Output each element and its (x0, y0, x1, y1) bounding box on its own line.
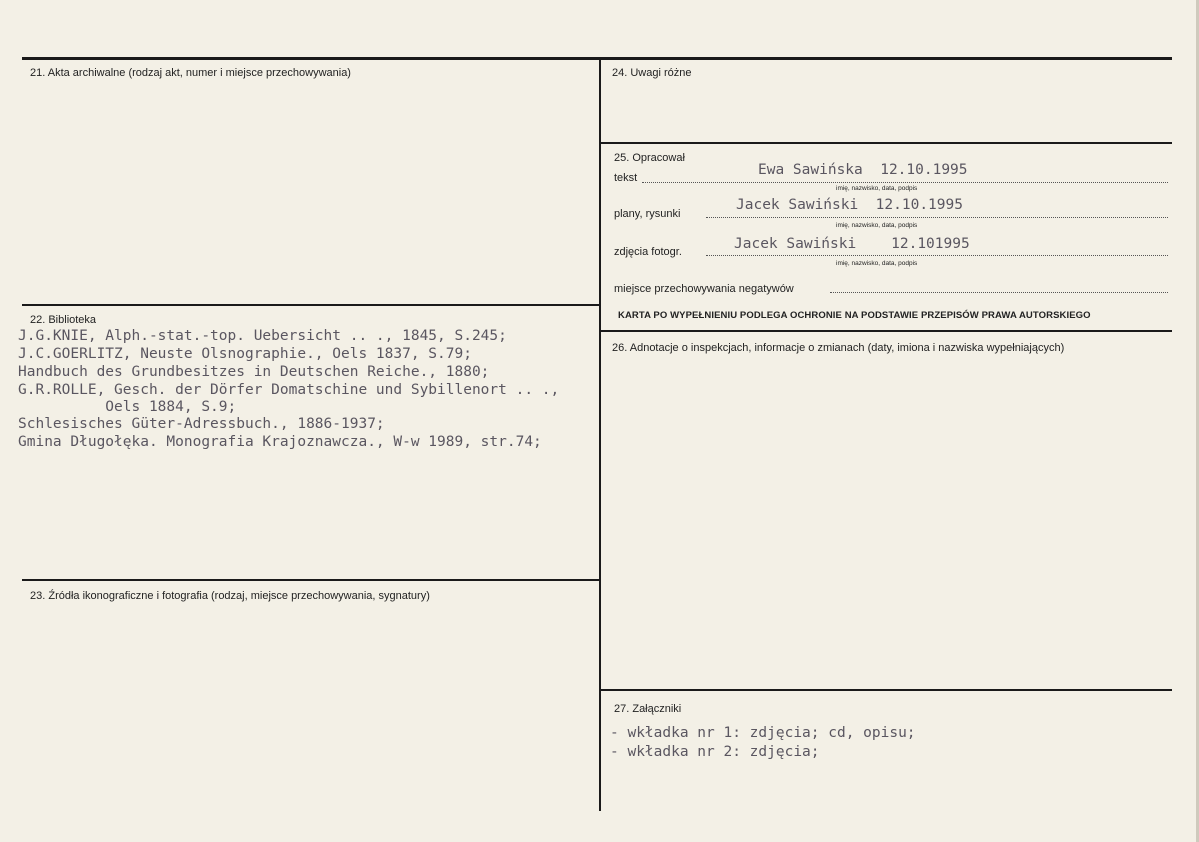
field-tekst-caption: imię, nazwisko, data, podpis (836, 185, 918, 192)
field-zdjecia-label: zdjęcia fotogr. (614, 246, 682, 258)
section-27-label: 27. Załączniki (614, 703, 682, 715)
bibliography-line: Oels 1884, S.9; (18, 399, 237, 415)
attachment-line: - wkładka nr 2: zdjęcia; (610, 744, 820, 760)
negatives-line (830, 292, 1168, 293)
bibliography-line: J.G.KNIE, Alph.-stat.-top. Uebersicht .. ., 1845, S.245; (18, 328, 507, 344)
copyright-notice: KARTA PO WYPEŁNIENIU PODLEGA OCHRONIE NA PODSTAWIE PRZEPISÓW PRAWA AUTORSKIEGO (618, 310, 1091, 321)
rule-27-top (601, 689, 1172, 691)
rule-25-top (601, 142, 1172, 144)
bibliography-line: Handbuch des Grundbesitzes in Deutschen Reiche., 1880; (18, 364, 490, 380)
bibliography-line: Gmina Długołęka. Monografia Krajoznawcza., W-w 1989, str.74; (18, 434, 542, 450)
rule-23-top (22, 579, 601, 581)
section-21-label: 21. Akta archiwalne (rodzaj akt, numer i miejsce przechowywania) (30, 67, 351, 79)
section-22-label: 22. Biblioteka (30, 314, 97, 326)
rule-22-top (22, 304, 601, 306)
bibliography-line: Schlesisches Güter-Adressbuch., 1886-1937; (18, 416, 385, 432)
section-24-label: 24. Uwagi różne (612, 67, 692, 79)
field-zdjecia-value: Jacek Sawiński 12.101995 (734, 236, 970, 252)
field-plany-caption: imię, nazwisko, data, podpis (836, 222, 918, 229)
field-tekst-value: Ewa Sawińska 12.10.1995 (758, 162, 968, 178)
top-rule (22, 57, 1172, 60)
section-25-label: 25. Opracował (614, 152, 685, 164)
bibliography-line: G.R.ROLLE, Gesch. der Dörfer Domatschine und Sybillenort .. ., (18, 382, 560, 398)
bibliography-line: J.C.GOERLITZ, Neuste Olsnographie., Oels 1837, S.79; (18, 346, 472, 362)
section-23-label: 23. Źródła ikonograficzne i fotografia (rodzaj, miejsce przechowywania, sygnatury) (30, 590, 430, 602)
attachment-line: - wkładka nr 1: zdjęcia; cd, opisu; (610, 725, 916, 741)
field-plany-value: Jacek Sawiński 12.10.1995 (736, 197, 963, 213)
field-zdjecia-line (706, 255, 1168, 256)
vertical-divider (599, 57, 601, 811)
field-plany-line (706, 217, 1168, 218)
rule-26-top (601, 330, 1172, 332)
section-26-label: 26. Adnotacje o inspekcjach, informacje o zmianach (daty, imiona i nazwiska wypełniających) (612, 342, 1065, 354)
field-tekst-line (642, 182, 1168, 183)
negatives-label: miejsce przechowywania negatywów (614, 283, 794, 295)
field-tekst-label: tekst (614, 172, 638, 184)
field-plany-label: plany, rysunki (614, 208, 681, 220)
field-zdjecia-caption: imię, nazwisko, data, podpis (836, 260, 918, 267)
